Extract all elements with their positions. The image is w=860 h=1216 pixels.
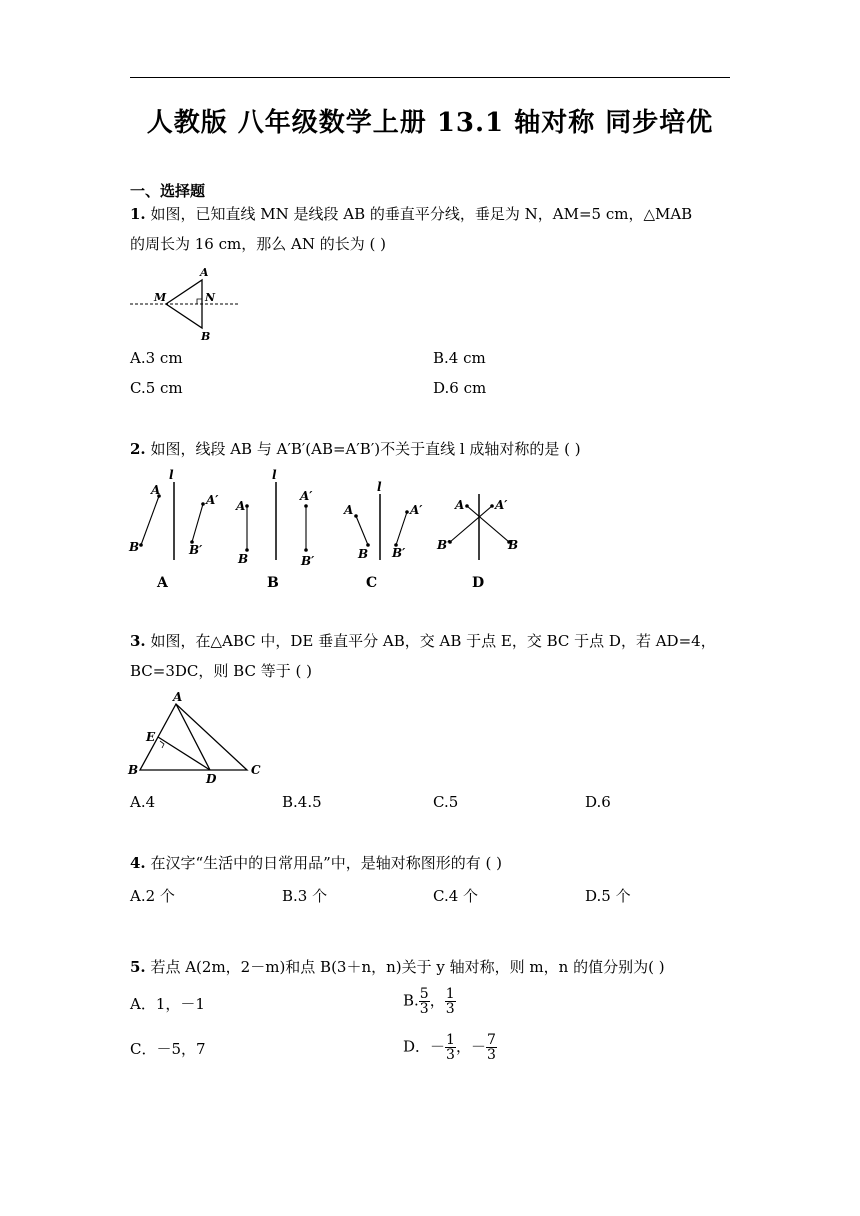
q3-option-a[interactable]: A.4 [130, 793, 156, 811]
q4-option-c[interactable]: C.4 个 [433, 887, 479, 905]
q1-option-d[interactable]: D.6 cm [433, 379, 487, 397]
q5-option-d[interactable] [403, 1033, 497, 1062]
separator: ， [429, 991, 445, 1010]
fraction-numerator: 5 [419, 986, 429, 1002]
point-label-b-prime: B′ [189, 543, 203, 557]
point-label-d: D [206, 772, 217, 785]
fraction [486, 1033, 497, 1062]
point-label-a-prime: A′ [495, 498, 508, 512]
q5-option-b[interactable] [403, 987, 456, 1016]
fraction [419, 987, 430, 1016]
q1-option-c[interactable]: C.5 cm [130, 379, 183, 397]
q3-option-d[interactable]: D.6 [585, 793, 611, 811]
point-label-b: B [508, 538, 519, 552]
fraction [445, 987, 456, 1016]
q2-figure-d [436, 494, 518, 560]
question-3 [130, 626, 732, 686]
q5-option-c[interactable]: C．－5，7 [130, 1040, 206, 1058]
question-number: 4. [130, 854, 146, 872]
q2-figure-a [128, 468, 219, 560]
question-text: 若点 A(2m，2－m)和点 B(3＋n，n)关于 y 轴对称，则 m，n 的值分别为( ) [150, 958, 665, 976]
section-heading: 一、选择题 [130, 182, 206, 200]
q1-figure [128, 264, 243, 342]
q3-figure [126, 690, 271, 785]
fraction-numerator: 1 [446, 1032, 455, 1048]
point-label-a-prime: A′ [206, 493, 219, 507]
question-4 [130, 848, 732, 878]
question-text: 如图，已知直线 MN 是线段 AB 的垂直平分线，垂足为 N，AM=5 cm，△MAB [150, 205, 693, 223]
fraction-denominator: 3 [419, 1001, 429, 1017]
q4-option-a[interactable]: A.2 个 [130, 887, 175, 905]
q4-option-d[interactable]: D.5 个 [585, 887, 631, 905]
question-text: 如图，在△ABC 中，DE 垂直平分 AB，交 AB 于点 E，交 BC 于点 D，若 AD=4， [150, 632, 716, 650]
question-2 [130, 434, 732, 464]
question-text: BC=3DC，则 BC 等于 ( ) [130, 662, 312, 680]
q2-caption-a: A [157, 575, 168, 591]
q2-caption-c: C [366, 575, 378, 591]
question-number: 2. [130, 440, 146, 458]
q1-option-b[interactable]: B.4 cm [433, 349, 486, 367]
point-label-b-prime: B′ [392, 546, 406, 560]
question-number: 5. [130, 958, 146, 976]
q2-figure [126, 466, 526, 576]
question-1 [130, 199, 732, 259]
axis-label-l: l [377, 480, 382, 494]
fraction-numerator: 7 [486, 1032, 496, 1048]
fraction-denominator: 3 [445, 1001, 455, 1017]
fraction-denominator: 3 [446, 1047, 455, 1063]
question-number: 1. [130, 205, 146, 223]
axis-label-l: l [169, 468, 174, 482]
fraction-denominator: 3 [486, 1047, 496, 1063]
q2-caption-b: B [267, 575, 279, 591]
point-label-b: B [201, 330, 211, 342]
question-text: 如图，线段 AB 与 A′B′(AB=A′B′)不关于直线 l 成轴对称的是 ( ) [150, 440, 581, 458]
point-label-b-prime: B′ [301, 554, 315, 568]
point-label-a: A [236, 499, 246, 513]
point-label-b: B [238, 552, 249, 566]
header-rule [130, 77, 730, 78]
q2-figure-c [343, 480, 423, 561]
q1-option-a[interactable]: A.3 cm [130, 349, 183, 367]
question-text: 在汉字“生活中的日常用品”中，是轴对称图形的有 ( ) [150, 854, 503, 872]
point-label-a: A [200, 266, 209, 279]
point-label-a: A [455, 498, 465, 512]
q4-option-b[interactable]: B.3 个 [282, 887, 328, 905]
point-label-c: C [251, 763, 261, 777]
question-text: 的周长为 16 cm，那么 AN 的长为 ( ) [130, 235, 386, 253]
point-label-b: B [128, 763, 139, 777]
q3-option-b[interactable]: B.4.5 [282, 793, 322, 811]
page-title: 人教版 八年级数学上册 13.1 轴对称 同步培优 [146, 108, 714, 138]
question-5 [130, 952, 732, 982]
point-label-b: B [358, 547, 369, 561]
point-label-a: A [151, 483, 161, 497]
point-label-b: B [129, 540, 140, 554]
point-label-e: E [146, 730, 156, 744]
option-prefix: B. [403, 991, 419, 1010]
q5-option-a[interactable]: A．1，－1 [130, 995, 205, 1013]
separator: ，－ [455, 1037, 486, 1056]
point-label-a: A [173, 690, 183, 704]
point-label-m: M [154, 291, 167, 304]
q2-caption-d: D [472, 575, 485, 591]
point-label-n: N [205, 291, 216, 304]
option-prefix: D．－ [403, 1037, 446, 1056]
q3-option-c[interactable]: C.5 [433, 793, 459, 811]
point-label-a: A [344, 503, 354, 517]
question-number: 3. [130, 632, 146, 650]
fraction-numerator: 1 [445, 986, 455, 1002]
fraction [445, 1033, 456, 1062]
point-label-a-prime: A′ [300, 489, 313, 503]
q2-figure-b [235, 468, 315, 568]
axis-label-l: l [272, 468, 277, 482]
point-label-a-prime: A′ [410, 503, 423, 517]
point-label-b-prime: B′ [437, 538, 451, 552]
